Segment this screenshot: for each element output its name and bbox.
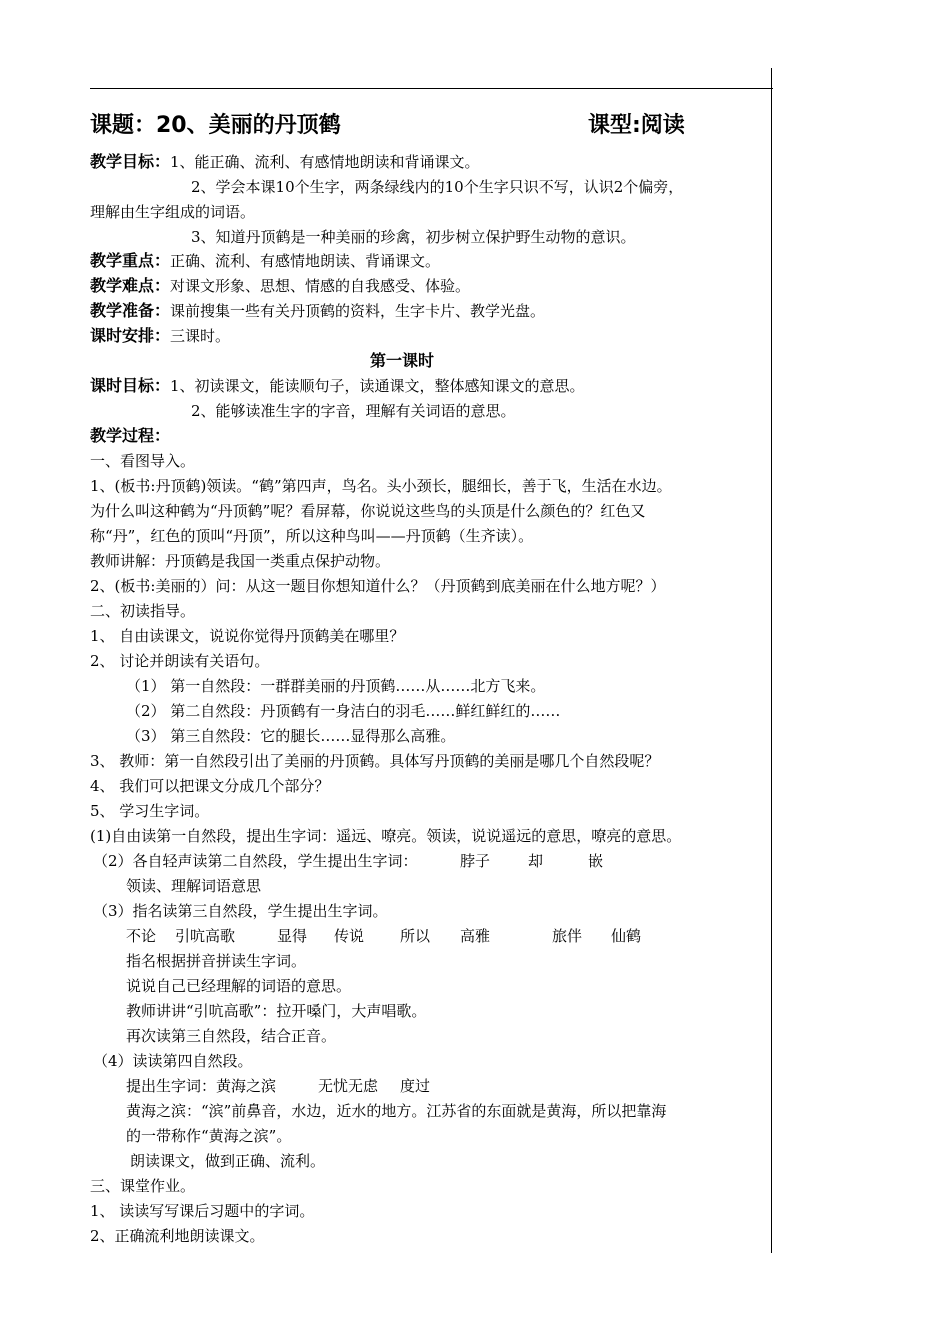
goal-1: 1、能正确、流利、有感情地朗读和背诵课文。: [170, 153, 480, 171]
body-line: 朗读课文，做到正确、流利。: [130, 1152, 326, 1170]
process-label: 教学过程：: [90, 426, 171, 445]
body-line: 2、 讨论并朗读有关语句。: [90, 652, 270, 670]
vocab-word: 嵌: [588, 852, 604, 870]
vocab-word: 不论: [126, 927, 157, 945]
body-line: 为什么叫这种鹤为“丹顶鹤”呢？看屏幕，你说说这些鸟的头顶是什么颜色的？红色又: [90, 502, 646, 520]
schedule-text: 三课时。: [170, 327, 231, 345]
body-line: 2、正确流利地朗读课文。: [90, 1227, 265, 1245]
body-line: （3） 第三自然段：它的腿长……显得那么高雅。: [126, 727, 456, 745]
goals-label: 教学目标：: [90, 152, 171, 171]
lesson-title: 课题：20、美丽的丹顶鹤: [90, 113, 341, 138]
body-line: 称“丹”，红色的顶叫“丹顶”，所以这种鸟叫——丹顶鹤（生齐读）。: [90, 527, 534, 545]
body-line: 1、 自由读课文，说说你觉得丹顶鹤美在哪里？: [90, 627, 405, 645]
body-line: （2） 第二自然段：丹顶鹤有一身洁白的羽毛……鲜红鲜红的……: [126, 702, 561, 720]
body-line: （1） 第一自然段：一群群美丽的丹顶鹤……从……北方飞来。: [126, 677, 546, 695]
preparation-row: [90, 301, 545, 321]
key-points-text: 正确、流利、有感情地朗读、背诵课文。: [170, 252, 441, 270]
goal-2a: 2、学会本课10个生字，两条绿线内的10个生字只识不写，认识2个偏旁，: [191, 178, 684, 196]
lesson1-goal-1: 1、初读课文，能读顺句子，读通课文，整体感知课文的意思。: [170, 377, 585, 395]
vocab-word: 仙鹤: [611, 927, 642, 945]
preparation-text: 课前搜集一些有关丹顶鹤的资料，生字卡片、教学光盘。: [170, 302, 546, 320]
goal-3: 3、知道丹顶鹤是一种美丽的珍禽，初步树立保护野生动物的意识。: [191, 228, 636, 246]
schedule-row: [90, 326, 230, 346]
top-rule: [90, 88, 773, 89]
section-3-heading: 三、课堂作业。: [90, 1177, 196, 1195]
vocab-word: 无忧无虑: [318, 1077, 379, 1095]
body-line: 1、 读读写写课后习题中的字词。: [90, 1202, 315, 1220]
difficulties-label: 教学难点：: [90, 276, 171, 295]
body-line: (1)自由读第一自然段，提出生字词：遥远、嘹亮。领读，说说遥远的意思，嘹亮的意思。: [90, 827, 682, 845]
body-line: [93, 851, 418, 871]
section-1-heading: 一、看图导入。: [90, 452, 196, 470]
body-line: 指名根据拼音拼读生字词。: [126, 952, 307, 970]
preparation-label: 教学准备：: [90, 301, 171, 320]
lesson1-goal-label: 课时目标：: [90, 376, 171, 395]
body-text: （2）各自轻声读第二自然段，学生提出生字词：: [93, 852, 418, 870]
body-line: 的一带称作“黄海之滨”。: [126, 1127, 292, 1145]
lesson1-goal-2: 2、能够读准生字的字音，理解有关词语的意思。: [191, 402, 516, 420]
body-line: 说说自己已经理解的词语的意思。: [126, 977, 352, 995]
key-points-label: 教学重点：: [90, 251, 171, 270]
body-line: 4、 我们可以把课文分成几个部分？: [90, 777, 330, 795]
body-line: 教师讲讲“引吭高歌”：拉开嗓门，大声唱歌。: [126, 1002, 427, 1020]
vocab-word: 脖子: [460, 852, 491, 870]
vocab-word: 度过: [400, 1077, 431, 1095]
goal-2b: 理解由生字组成的词语。: [90, 203, 256, 221]
vocab-word: 传说: [334, 927, 365, 945]
vocab-word: 却: [528, 852, 544, 870]
vocab-word: 显得: [277, 927, 308, 945]
body-line: 领读、理解词语意思: [126, 877, 262, 895]
difficulties-row: [90, 276, 470, 296]
body-text: 提出生字词：黄海之滨: [126, 1077, 277, 1095]
body-line: 1、(板书:丹顶鹤)领读。“鹤”第四声，鸟名。头小颈长，腿细长，善于飞，生活在水边。: [90, 477, 672, 495]
body-line: 3、 教师：第一自然段引出了美丽的丹顶鹤。具体写丹顶鹤的美丽是哪几个自然段呢？: [90, 752, 660, 770]
vocab-word: 所以: [400, 927, 431, 945]
goals-row-1: [90, 152, 480, 172]
body-line: 教师讲解：丹顶鹤是我国一类重点保护动物。: [90, 552, 391, 570]
key-points-row: [90, 251, 440, 271]
section-2-heading: 二、初读指导。: [90, 602, 196, 620]
body-line: （3）指名读第三自然段，学生提出生字词。: [93, 902, 388, 920]
vocab-word: 引吭高歌: [175, 927, 236, 945]
body-line: 2、(板书:美丽的）问：从这一题目你想知道什么？（丹顶鹤到底美丽在什么地方呢？）: [90, 577, 666, 595]
lesson1-goal-row: [90, 376, 585, 396]
difficulties-text: 对课文形象、思想、情感的自我感受、体验。: [170, 277, 471, 295]
body-line: 5、 学习生字词。: [90, 802, 210, 820]
right-margin-rule: [771, 68, 772, 1253]
body-line: （4）读读第四自然段。: [93, 1052, 253, 1070]
lesson-type: 课型:阅读: [588, 113, 685, 138]
schedule-label: 课时安排：: [90, 326, 171, 345]
lesson1-heading: 第一课时: [370, 351, 435, 370]
vocab-word: 旅伴: [552, 927, 583, 945]
body-line: 再次读第三自然段，结合正音。: [126, 1027, 337, 1045]
vocab-word: 高雅: [460, 927, 491, 945]
body-line: 黄海之滨：“滨”前鼻音，水边，近水的地方。江苏省的东面就是黄海，所以把靠海: [126, 1102, 667, 1120]
